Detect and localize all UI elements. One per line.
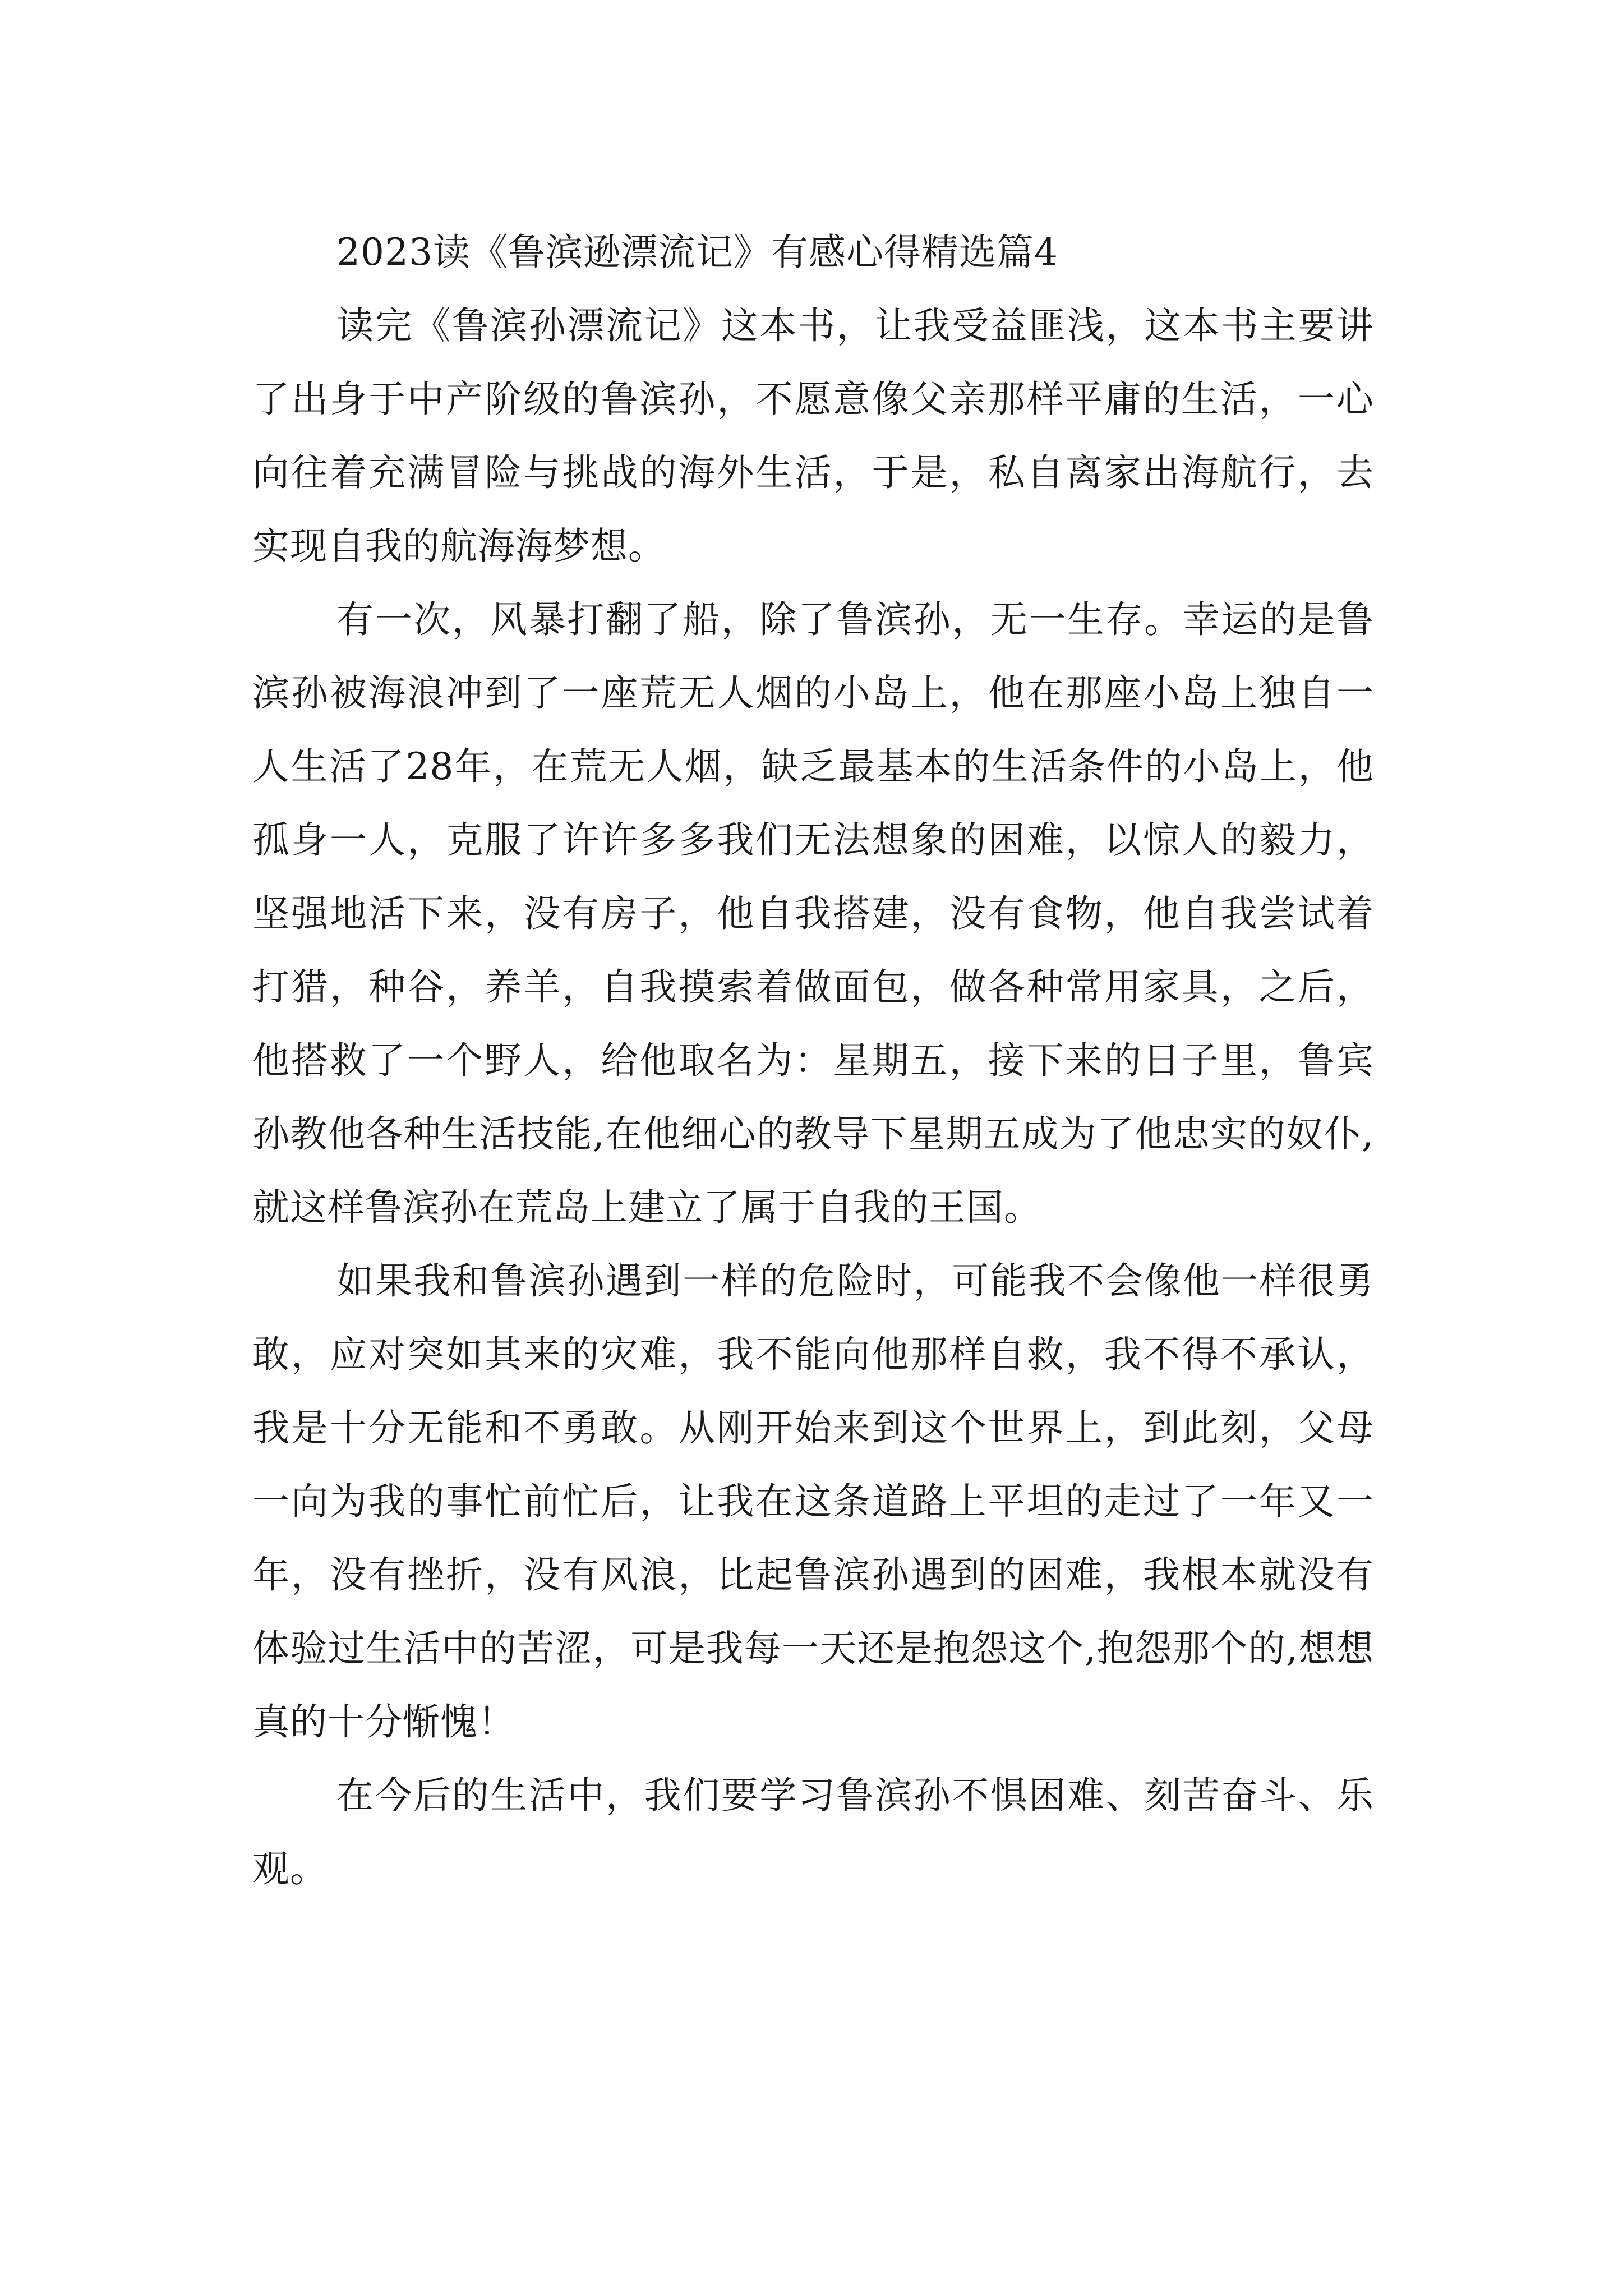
paragraph: 在今后的生活中，我们要学习鲁滨孙不惧困难、刻苦奋斗、乐观。 <box>252 1774 1374 1890</box>
paragraph: 读完《鲁滨孙漂流记》这本书，让我受益匪浅，这本书主要讲了出身于中产阶级的鲁滨孙，不愿意像父亲那样平庸的生活，一心向往着充满冒险与挑战的海外生活，于是，私自离家出海航行，去实现自我的航海海梦想。 <box>252 304 1374 568</box>
paragraph: 有一次，风暴打翻了船，除了鲁滨孙，无一生存。幸运的是鲁滨孙被海浪冲到了一座荒无人烟的小岛上，他在那座小岛上独自一人生活了28年，在荒无人烟，缺乏最基本的生活条件的小岛上，他孤身一人，克服了许许多多我们无法想象的困难，以惊人的毅力，坚强地活下来，没有房子，他自我搭建，没有食物，他自我尝试着打猎，种谷，养羊，自我摸索着做面包，做各种常用家具，之后，他搭救了一个野人，给他取名为：星期五，接下来的日子里，鲁宾孙教他各种生活技能,在他细心的教导下星期五成为了他忠实的奴仆,就这样鲁滨孙在荒岛上建立了属于自我的王国。 <box>252 598 1374 1229</box>
document-body <box>252 215 1374 1906</box>
paragraph: 如果我和鲁滨孙遇到一样的危险时，可能我不会像他一样很勇敢，应对突如其来的灾难，我不能向他那样自救，我不得不承认，我是十分无能和不勇敢。从刚开始来到这个世界上，到此刻，父母一向为我的事忙前忙后，让我在这条道路上平坦的走过了一年又一年，没有挫折，没有风浪，比起鲁滨孙遇到的困难，我根本就没有体验过生活中的苦涩，可是我每一天还是抱怨这个,抱怨那个的,想想真的十分惭愧！ <box>252 1259 1374 1743</box>
document-title: 2023读《鲁滨逊漂流记》有感心得精选篇4 <box>336 231 1058 274</box>
